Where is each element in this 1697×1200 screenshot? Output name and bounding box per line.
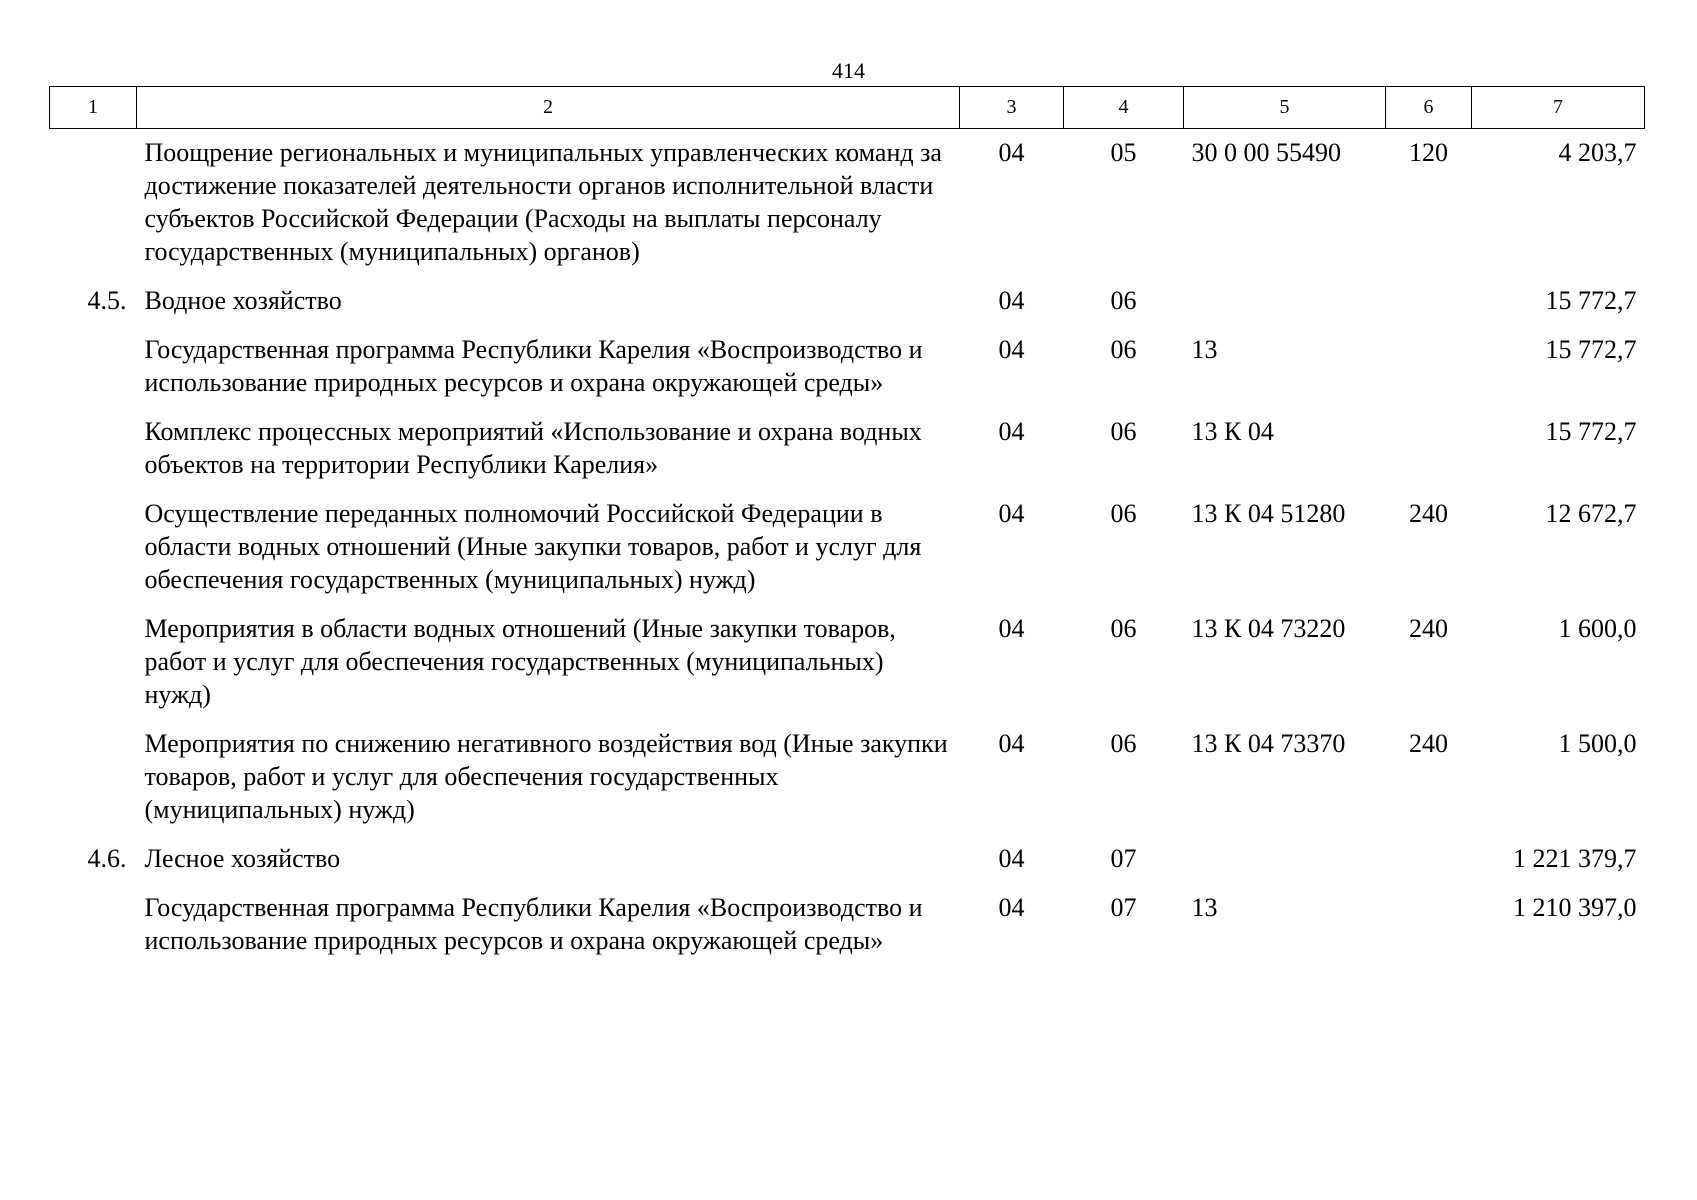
row-amount: 15 772,7 [1545,335,1637,364]
row-section: 04 [998,335,1025,364]
row-section: 04 [998,286,1025,315]
row-number [50,891,137,973]
row-number [50,727,137,842]
row-number [50,497,137,612]
row-subsection: 06 [1110,335,1137,364]
budget-table [49,86,1645,973]
table-row [50,129,1645,285]
page-number: 414 [832,58,865,83]
row-section: 04 [998,893,1025,922]
row-target-article: 13 [1191,893,1218,922]
table-row [50,497,1645,612]
row-expense-type [1386,284,1472,333]
row-target-article: 30 0 00 55490 [1191,138,1341,167]
row-name: Мероприятия в области водных отношений (Иные закупки товаров, работ и услуг для обеспечения государственных (муниципальных) нужд) [144,614,896,709]
row-target-article: 13 К 04 73370 [1191,729,1346,758]
row-number: 4.5. [87,286,127,315]
header-row [50,87,1645,129]
row-amount: 12 672,7 [1545,499,1637,528]
row-target-article: 13 К 04 51280 [1191,499,1346,528]
row-section: 04 [998,844,1025,873]
row-name: Государственная программа Республики Карелия «Воспроизводство и использование природных ресурсов и охрана окружающей среды» [144,335,923,397]
row-number [50,612,137,727]
header-col-2: 2 [137,87,960,129]
row-expense-type: 240 [1409,729,1448,758]
header-col-5: 5 [1184,87,1386,129]
header-col-3: 3 [960,87,1064,129]
row-target-article: 13 [1191,335,1218,364]
row-subsection: 07 [1110,893,1137,922]
row-subsection: 06 [1110,729,1137,758]
row-target-article [1184,842,1386,891]
header-col-4: 4 [1064,87,1184,129]
row-section: 04 [998,417,1025,446]
table-body [50,129,1645,974]
row-number [50,129,137,285]
row-amount: 1 221 379,7 [1513,844,1637,873]
row-amount: 15 772,7 [1545,417,1637,446]
row-expense-type: 120 [1409,138,1448,167]
row-amount: 1 500,0 [1558,729,1637,758]
table-row [50,891,1645,973]
header-col-6: 6 [1386,87,1472,129]
row-amount: 15 772,7 [1545,286,1637,315]
row-subsection: 05 [1110,138,1137,167]
row-name: Водное хозяйство [144,286,342,315]
header-col-7: 7 [1472,87,1645,129]
row-expense-type [1386,333,1472,415]
table-row [50,333,1645,415]
row-number [50,333,137,415]
row-subsection: 07 [1110,844,1137,873]
row-subsection: 06 [1110,614,1137,643]
row-target-article: 13 К 04 73220 [1191,614,1346,643]
table-row [50,284,1645,333]
header-col-1: 1 [50,87,137,129]
table-row [50,842,1645,891]
row-name: Лесное хозяйство [144,844,341,873]
row-expense-type: 240 [1409,499,1448,528]
row-amount: 1 600,0 [1558,614,1637,643]
row-section: 04 [998,499,1025,528]
row-target-article [1184,284,1386,333]
row-amount: 1 210 397,0 [1513,893,1637,922]
row-expense-type [1386,842,1472,891]
row-name: Государственная программа Республики Карелия «Воспроизводство и использование природных ресурсов и охрана окружающей среды» [144,893,923,955]
row-subsection: 06 [1110,499,1137,528]
row-section: 04 [998,138,1025,167]
row-name: Осуществление переданных полномочий Российской Федерации в области водных отношений (Иные закупки товаров, работ и услуг для обеспечения государственных (муниципальных) нужд) [144,499,922,594]
row-section: 04 [998,614,1025,643]
row-expense-type: 240 [1409,614,1448,643]
row-target-article: 13 К 04 [1191,417,1274,446]
table-row [50,612,1645,727]
table-row [50,415,1645,497]
table-row [50,727,1645,842]
row-name: Мероприятия по снижению негативного воздействия вод (Иные закупки товаров, работ и услуг для обеспечения государственных (муниципальных) нужд) [144,729,948,824]
row-expense-type [1386,891,1472,973]
row-amount: 4 203,7 [1558,138,1637,167]
row-name: Поощрение региональных и муниципальных управленческих команд за достижение показателей деятельности органов исполнительной власти субъектов Российской Федерации (Расходы на выплаты персоналу государственных (муниципальных) органов) [144,138,942,266]
row-expense-type [1386,415,1472,497]
row-subsection: 06 [1110,417,1137,446]
row-name: Комплекс процессных мероприятий «Использование и охрана водных объектов на территории Республики Карелия» [144,417,922,479]
row-number: 4.6. [87,844,127,873]
row-section: 04 [998,729,1025,758]
row-subsection: 06 [1110,286,1137,315]
row-number [50,415,137,497]
table-header [50,87,1645,129]
